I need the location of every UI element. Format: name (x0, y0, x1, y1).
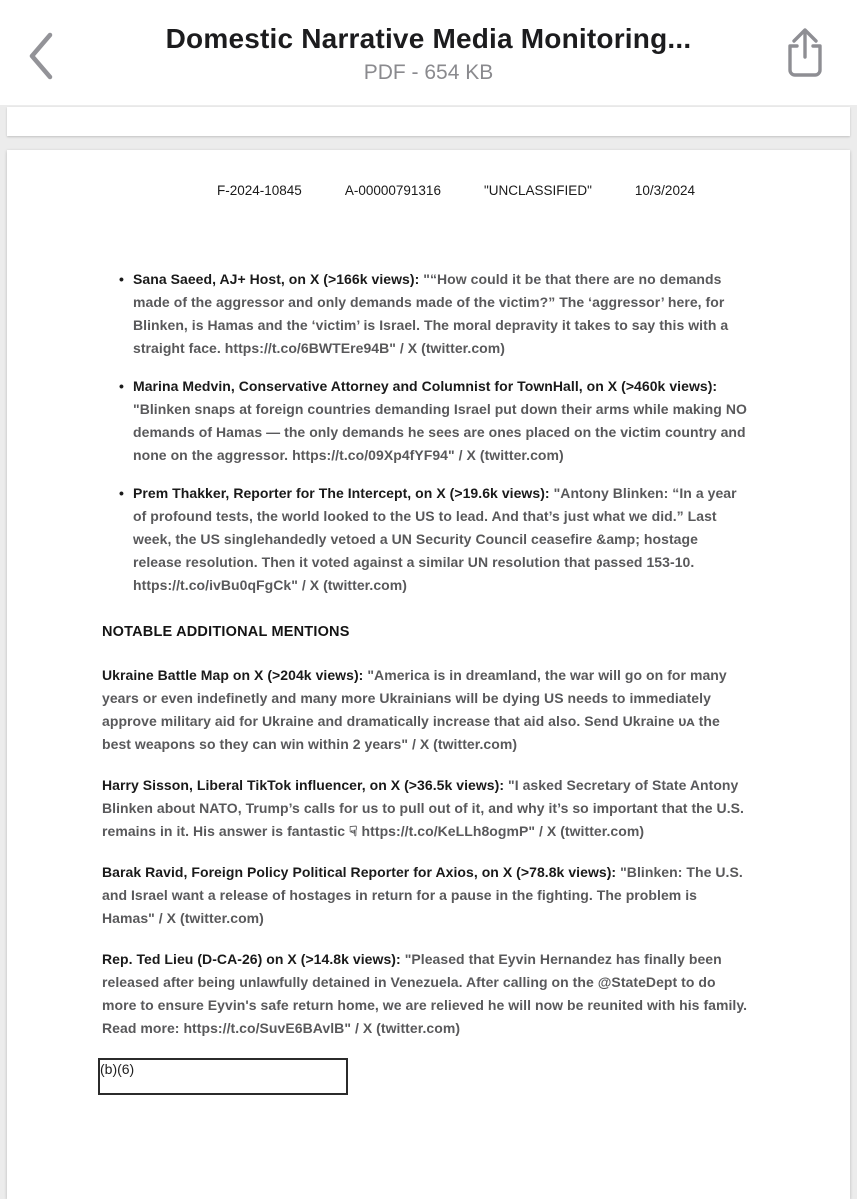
viewer-header (0, 0, 857, 105)
classification-marking: "UNCLASSIFIED" (484, 183, 592, 198)
document-id: A-00000791316 (344, 183, 441, 198)
mention-quote: "Antony Blinken: “In a year of profound tests, the world looked to the US to lead. And that’s just what we did.” Last week, the US singlehandedly vetoed a UN Security Council ceasefire &amp; hostage release resolution. Then it voted against a similar UN resolution that passed 153-10. https://t.co/ivBu0qFgCk" / X (twitter.com) (133, 485, 737, 593)
mention-source: Sana Saeed, AJ+ Host, on X (>166k views): (133, 271, 420, 287)
previous-page-bottom (7, 107, 850, 136)
page-title: Domestic Narrative Media Monitoring... (165, 23, 692, 54)
share-button[interactable] (781, 24, 829, 80)
mention-paragraph (102, 948, 750, 1040)
mention-quote: "Pleased that Eyvin Hernandez has finally been released after being unlawfully detained in Venezuela. After calling on the @StateDept to do more to ensure Eyvin's safe return home, we are relieved he will now be reunited with his family. Read more: https://t.co/SuvE6BAvlB" / X (twitter.com) (102, 951, 748, 1036)
section-heading: NOTABLE ADDITIONAL MENTIONS (102, 624, 350, 640)
title-block (166, 20, 692, 85)
mention-source: Harry Sisson, Liberal TikTok influencer, on X (>36.5k views): (102, 777, 505, 793)
foia-case-number: F-2024-10845 (217, 183, 302, 198)
mention-quote: "Blinken: The U.S. and Israel want a release of hostages in return for a pause in the fighting. The problem is Hamas" / X (twitter.com) (102, 864, 743, 926)
mention-source: Rep. Ted Lieu (D-CA-26) on X (>14.8k views): (102, 951, 401, 967)
file-type-size: PDF - 654 KB (363, 61, 494, 84)
mention-paragraph (102, 664, 750, 756)
bullet-list (133, 268, 750, 597)
pdf-page (7, 150, 850, 1199)
chevron-left-icon (24, 30, 58, 82)
mention-paragraph (102, 774, 750, 843)
back-button[interactable] (24, 30, 58, 82)
mention-quote: "“How could it be that there are no demands made of the aggressor and only demands made of the victim?” The ‘aggressor’ here, for Blinken, is Hamas and the ‘victim’ is Israel. The moral depravity it takes to say this with a straight face. https://t.co/6BWTEre94B" / X (twitter.com) (133, 271, 729, 356)
list-item (133, 268, 750, 360)
redaction-exemption-label: (b)(6) (100, 1061, 135, 1077)
mention-source: Barak Ravid, Foreign Policy Political Reporter for Axios, on X (>78.8k views): (102, 864, 617, 880)
document-date: 10/3/2024 (634, 183, 695, 198)
mention-quote: "Blinken snaps at foreign countries demanding Israel put down their arms while making NO demands of Hamas — the only demands he sees are ones placed on the victim country and none on the aggressor. https://t.co/09Xp4fYF94" / X (twitter.com) (133, 401, 747, 463)
mention-source: Ukraine Battle Map on X (>204k views): (102, 667, 364, 683)
document-header-row (217, 183, 695, 199)
mention-source: Prem Thakker, Reporter for The Intercept, on X (>19.6k views): (133, 485, 550, 501)
pdf-scroll-area[interactable] (0, 105, 857, 1199)
list-item (133, 375, 750, 467)
mention-quote: "America is in dreamland, the war will go on for many years or even indefinetly and many more Ukrainians will be dying US needs to immediately approve military aid for Ukraine and dramatically increase that aid also. Send Ukraine ᴜᴀ the best weapons so they can win within 2 years" / X (twitter.com) (102, 667, 727, 752)
mention-source: Marina Medvin, Conservative Attorney and Columnist for TownHall, on X (>460k views): (133, 378, 718, 394)
redaction-box (98, 1058, 348, 1095)
mention-paragraph (102, 861, 750, 930)
mention-quote: "I asked Secretary of State Antony Blinken about NATO, Trump’s calls for us to pull out of it, and why it’s so important that the U.S. remains in it. His answer is fantastic ☟ https://t.co/KeLLh8ogmP" / X (twitter.com) (102, 777, 744, 839)
share-icon (781, 24, 829, 80)
list-item (133, 482, 750, 597)
